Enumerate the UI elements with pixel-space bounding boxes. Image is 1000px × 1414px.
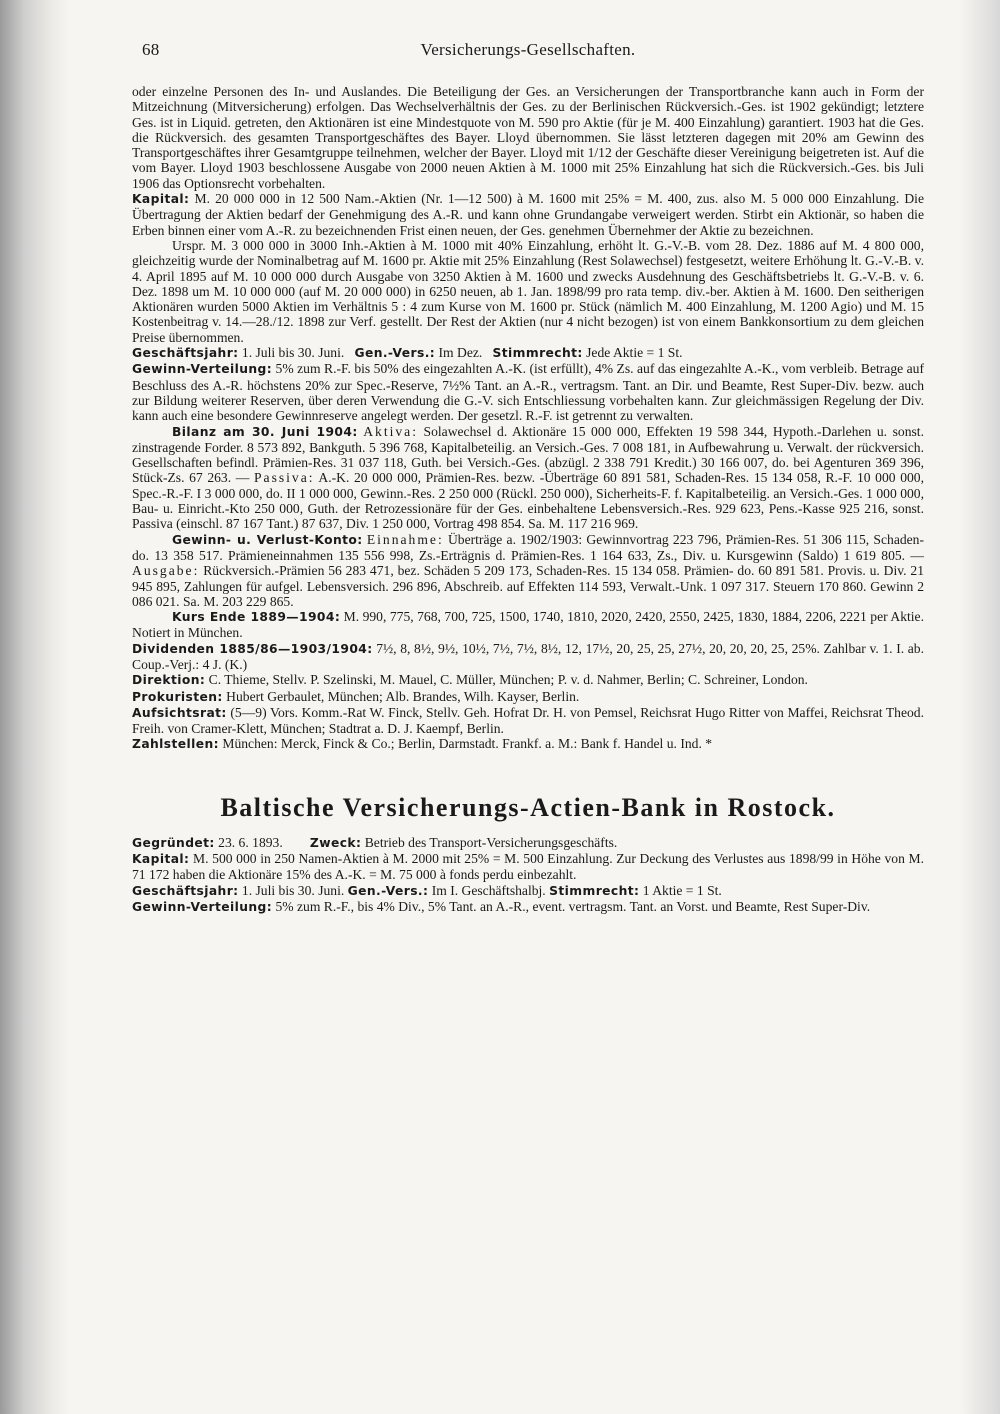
prokuristen-paragraph [132,689,924,705]
company-stimmrecht-label: Stimmrecht: [549,883,640,898]
passiva-word: Passiva: [253,470,315,486]
prokuristen-label: Prokuristen: [132,689,223,704]
gewinn-verteilung-text: 5% zum R.-F. bis 50% des eingezahlten A.-K. (ist erfüllt), 4% Zs. auf das eingezahlte A.-K., vom verbleib. Betrage auf Beschluss des A.-R. höchstens 20% zur Spec.-Reserve, 7½% Tant. an A.-R., vertragsm. Tant. an Dir. und Beamte, Rest Super-Div. bezw. auch zur Bildung weiterer Reserven, über deren Verwendung die G.-V. sich Entschliessung vorbehalten kann. Zur gleichmässigen Regelung der Div. kann auch eine besondere Gewinnreserve angelegt werden. Der gesetzl. R.-F. ist getrennt zu verwalten. [132,361,925,424]
geschaeftsjahr-line [132,345,924,361]
kapital-text: M. 20 000 000 in 12 500 Nam.-Aktien (Nr. 1—12 500) à M. 1600 mit 25% = M. 400, zus. also M. 5 000 000 Einzahlung. Die Übertragung der Aktien bedarf der Genehmigung des A.-R. und kann ohne Grundangabe verweigert werden. Stirbt ein Aktionär, so haben die Erben binnen einer vom A.-R. zu bezeichnenden Frist einen neuen, der Ges. genehmen Übernehmer der Aktie zu bezeichnen. [132,191,924,238]
kurs-text: M. 990, 775, 768, 700, 725, 1500, 1740, 1810, 2020, 2420, 2550, 2425, 1830, 1884, 2206, 2221 per Aktie. Notiert in München. [132,609,924,641]
kapital-history-paragraph: Urspr. M. 3 000 000 in 3000 Inh.-Aktien à M. 1000 mit 40% Einzahlung, erhöht lt. G.-V.-B. vom 28. Dez. 1886 auf M. 4 800 000, gleichzeitig wurde der Nominalbetrag auf M. 1600 pr. Aktie mit 25% Einzahlung (Rest Solawechsel) festgesetzt, weitere Erhöhung lt. G.-V.-B. v. 4. April 1895 auf M. 10 000 000 durch Ausgabe von 3250 Aktien à M. 1600 und zwecks Ausdehnung des Geschäftsbetriebs lt. G.-V.-B. v. 6. Dez. 1898 um M. 10 000 000 (auf M. 20 000 000) in 6250 neuen, ab 1. Jan. 1898/99 pro rata temp. div.-ber. Aktien à M. 1600. Den seitherigen Aktionären wurden 5000 Aktien im Verhältnis 5 : 4 zum Kurse von M. 1600 pr. Stück (nämlich M. 400 Einzahlung, M. 1200 Agio) und M. 15 Kostenbeitrag v. 14.—28./12. 1898 zur Verf. gestellt. Der Rest der Aktien (nur 4 nicht bezogen) ist von einem Bankkonsortium zu dem gleichen Preise übernommen. [132,237,924,345]
guv-paragraph [132,532,924,609]
kurs-label: Kurs Ende 1889—1904: [172,610,341,625]
scan-shadow-right [960,0,1000,1414]
geschaeftsjahr-label: Geschäftsjahr: [132,346,239,361]
gewinn-verteilung-label: Gewinn-Verteilung: [132,362,273,377]
company-gen-vers-text: Im I. Geschäftshalbj. [431,882,546,898]
bilanz-paragraph [132,424,924,532]
einnahme-text: Überträge a. 1902/1903: Gewinnvortrag 223 796, Prämien-Res. 51 306 115, Schaden- do. 13 358 517. Prämieneinnahmen 135 556 998, Zs.-Erträgnis d. Prämien-Res. 1 164 633, Zs., Div. u. Kursgewinn (Saldo) 1 619 805. — [132,531,925,563]
dividenden-paragraph [132,641,924,673]
page-number: 68 [142,40,160,59]
company-geschaeftsjahr-text: 1. Juli bis 30. Juni. [241,882,345,898]
einnahme-word: Einnahme: [366,531,444,547]
dividenden-text: 7½, 8, 8½, 9½, 10½, 7½, 7½, 8½, 12, 17½, 20, 25, 25, 27½, 20, 20, 20, 25, 25%. Zahlbar v. 1. I. ab. Coup.-Verj.: 4 J. (K.) [132,640,924,672]
guv-label: Gewinn- u. Verlust-Konto: [172,532,363,547]
passiva-text: A.-K. 20 000 000, Prämien-Res. bezw. -Überträge 60 891 581, Schaden-Res. 15 134 058, R.-F. 10 000 000, Spec.-R.-F. I 3 000 000, do. II 1 000 000, Gewinn.-Res. 2 250 000 (Rückl. 250 000), Sicherheits-F. f. Kapitalbeteilig. an Versich.-Ges. 1 000 000, Bau- u. Einricht.-Kto 250 000, Guth. der Retrozessionäre für der Ges. einbehaltene Lebensversich.-Res. 929 623, Pens.-Kasse 925 216, sonst. Passiva (einschl. 87 167 Tant.) 87 637, Div. 1 250 000, Vortrag 498 854. Sa. M. 117 216 969. [132,470,924,532]
ausgabe-text: Rückversich.-Prämien 56 283 471, bez. Schäden 5 209 173, Schaden-Res. 15 134 058. Prämien- do. 60 891 581. Provis. u. Div. 21 945 895, Zahlungen für aufgel. Lebensversich. 296 896, Abschreib. auf Effekten 114 593, Verwalt.-Unk. 1 097 317. Steuern 170 860. Gewinn 2 086 021. Sa. M. 203 229 865. [132,563,924,609]
geschaeftsjahr-text: 1. Juli bis 30. Juni. [241,345,345,361]
zahlstellen-label: Zahlstellen: [132,737,219,752]
company-gen-vers-label: Gen.-Vers.: [347,883,429,898]
kapital-label: Kapital: [132,192,190,207]
gen-vers-text: Im Dez. [438,345,483,361]
running-head [132,40,924,66]
direktion-label: Direktion: [132,673,206,688]
aktiva-word: Aktiva: [363,423,418,439]
aufsichtsrat-text: (5—9) Vors. Komm.-Rat W. Finck, Stellv. Geh. Hofrat Dr. H. von Pemsel, Reichsrat Hugo Ritter von Maffei, Reichsrat Theod. Freih. von Cramer-Klett, München; Stadtrat a. D. J. Kaempf, Berlin. [132,704,924,737]
continued-entry [132,84,924,753]
page [132,40,924,915]
gen-vers-label: Gen.-Vers.: [354,346,436,361]
stimmrecht-label: Stimmrecht: [492,346,583,361]
company-stimmrecht-text: 1 Aktie = 1 St. [642,882,722,898]
stimmrecht-text: Jede Aktie = 1 St. [586,345,683,361]
direktion-text: C. Thieme, Stellv. P. Szelinski, M. Mauel, C. Müller, München; P. v. d. Nahmer, Berlin; C. Schreiner, London. [208,672,808,688]
company-geschaeftsjahr-label: Geschäftsjahr: [132,883,239,898]
company-kapital-paragraph [132,851,924,883]
scan-shadow-left [0,0,70,1414]
zahlstellen-text: München: Merck, Finck & Co.; Berlin, Darmstadt. Frankf. a. M.: Bank f. Handel u. Ind. * [222,736,713,752]
company-geschaeftsjahr-line [132,883,924,899]
ausgabe-word: Ausgabe: [132,563,200,579]
company-gewinn-verteilung-label: Gewinn-Verteilung: [132,899,273,914]
prokuristen-text: Hubert Gerbaulet, München; Alb. Brandes, Wilh. Kayser, Berlin. [226,688,580,704]
zweck-label: Zweck: [309,835,362,850]
dividenden-label: Dividenden 1885/86—1903/1904: [132,641,373,656]
gegruendet-line [132,835,924,851]
aufsichtsrat-paragraph [132,705,924,737]
zweck-text: Betrieb des Transport-Versicherungsgeschäfts. [364,834,618,850]
company-entry [132,835,924,915]
gewinn-verteilung-paragraph [132,361,924,423]
kapital-paragraph [132,191,924,238]
company-kapital-text: M. 500 000 in 250 Namen-Aktien à M. 2000 mit 25% = M. 500 Einzahlung. Zur Deckung des Verlustes aus 1898/99 in Höhe von M. 71 172 haben die Aktionäre 15% des A.-K. = M. 75 000 à fonds perdu einbezahlt. [132,851,925,883]
aktiva-text: Solawechsel d. Aktionäre 15 000 000, Effekten 19 598 344, Hypoth.-Darlehen u. sonst. zinstragende Forder. 8 573 892, Bankguth. 5 396 768, Kapitalbeteilig. an Versich.-Ges. 7 008 181, in Aufbewahrung u. Verwalt. der rückversich. Gesellschaften befindl. Prämien-Res. 31 037 118, Guth. bei Versich.-Ges. (abzügl. 2 338 791 Kredit.) 30 166 007, do. bei Agenturen 369 396, Stück-Zs. 67 263. — [132,423,924,486]
aufsichtsrat-label: Aufsichtsrat: [132,705,227,720]
page-head-title: Versicherungs-Gesellschaften. [420,40,636,59]
zahlstellen-paragraph [132,736,924,752]
company-gewinn-verteilung-text: 5% zum R.-F., bis 4% Div., 5% Tant. an A.-R., event. vertragsm. Tant. an Vorst. und Beamte, Rest Super-Div. [275,898,871,914]
gegruendet-label: Gegründet: [132,835,215,850]
gegruendet-text: 23. 6. 1893. [218,834,283,850]
intro-paragraph: oder einzelne Personen des In- und Auslandes. Die Beteiligung der Ges. an Versicherungen der Transportbranche kann auch in Form der Mitzeichnung (Mitversicherung) erfolgen. Das Wechselverhältnis der Ges. zu der Berlinischen Rückversich.-Ges. ist 1902 gekündigt; letztere Ges. ist in Liquid. getreten, den Aktionären ist eine Mindestquote von M. 590 pro Aktie (für je M. 400 Einzahlung) garantiert. 1903 hat die Ges. die Rückversich. des gesamten Transportgeschäftes des Bayer. Lloyd übernommen. Sie lässt letzteren dagegen mit 20% am Gewinn des Transportgeschäftes ihrer Gesamtgruppe teilnehmen, welcher der Bayer. Lloyd mit 1/12 der Geschäfte dieser Vereinigung beigetreten ist. Auf die vom Bayer. Lloyd 1903 beschlossene Ausgabe von 2000 neuen Aktien à M. 1000 mit 25% Einzahlung hat sich die Rückversich.-Ges. bis Juli 1906 das Optionsrecht vorbehalten. [132,84,924,191]
direktion-paragraph [132,672,924,688]
company-kapital-label: Kapital: [132,852,190,867]
company-title: Baltische Versicherungs-Actien-Bank in Rostock. [220,792,836,822]
company-gewinn-verteilung-paragraph [132,899,924,915]
bilanz-label: Bilanz am 30. Juni 1904: [172,424,358,439]
kurs-paragraph [132,609,924,641]
